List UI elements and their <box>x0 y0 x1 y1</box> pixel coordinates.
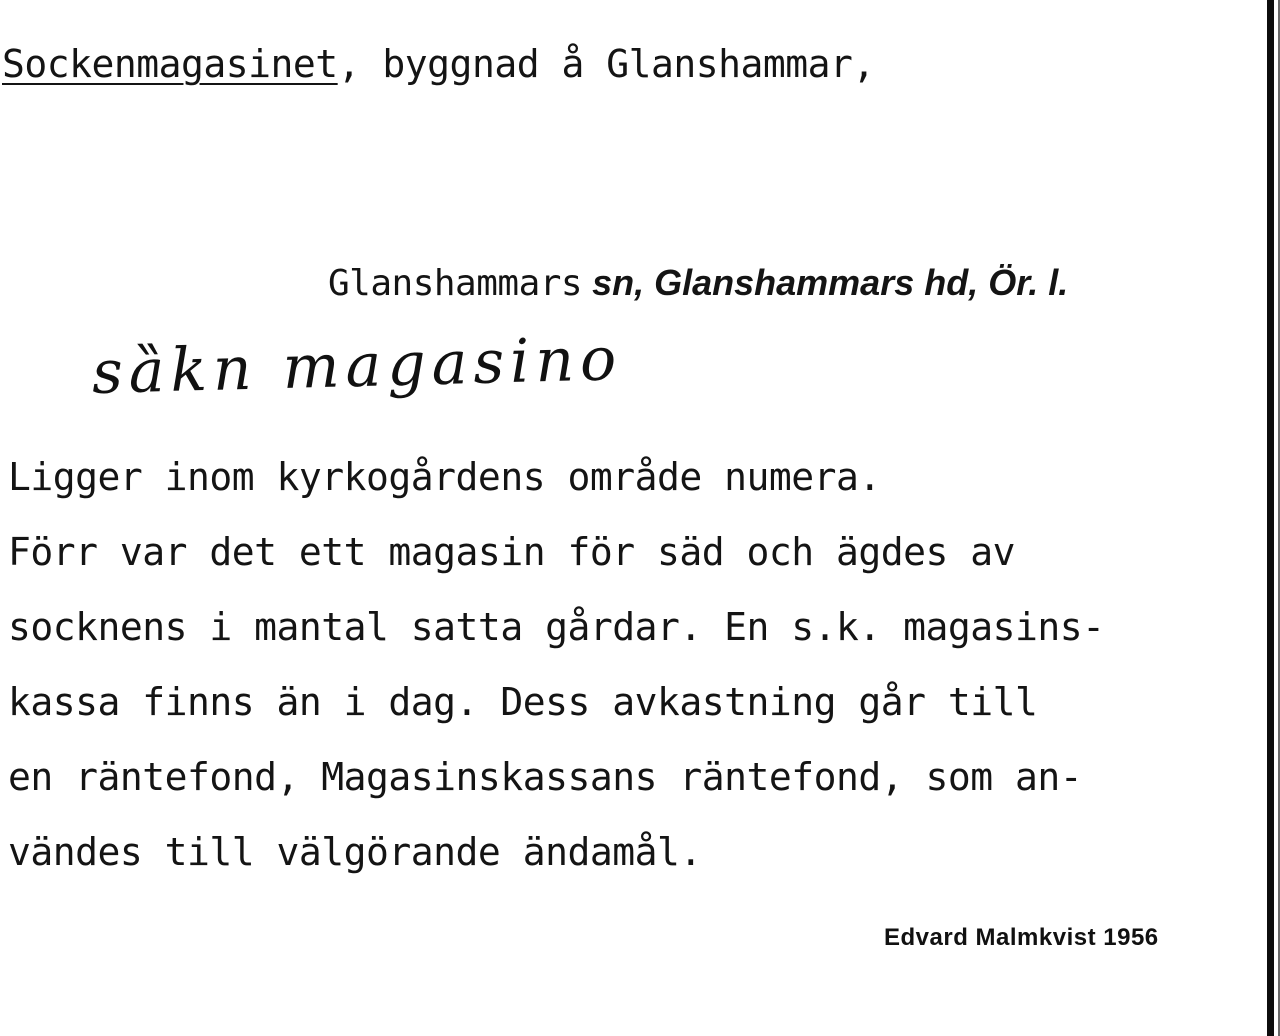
location-line <box>328 262 1068 304</box>
body-line: vändes till välgörande ändamål. <box>8 830 702 874</box>
handwritten-pronunciation: sȁkn magasino <box>91 324 623 408</box>
body-line: kassa finns än i dag. Dess avkastning går till <box>8 680 1038 724</box>
body-line: socknens i mantal satta gårdar. En s.k. magasins- <box>8 605 1105 649</box>
location-parish-typed: Glanshammars <box>328 263 583 304</box>
body-line: en räntefond, Magasinskassans räntefond, som an- <box>8 755 1083 799</box>
location-stamp: sn, Glanshammars hd, Ör. l. <box>582 262 1069 303</box>
heading-description: , byggnad å Glanshammar, <box>337 42 875 86</box>
card-edge-border <box>1267 0 1274 1036</box>
signature-stamp: Edvard Malmkvist 1956 <box>884 924 1159 951</box>
card-heading <box>2 42 875 86</box>
body-line: Förr var det ett magasin för säd och ägdes av <box>8 530 1016 574</box>
body-line: Ligger inom kyrkogårdens område numera. <box>8 455 881 499</box>
card-body <box>8 440 1228 890</box>
heading-term: Sockenmagasinet <box>2 42 338 86</box>
